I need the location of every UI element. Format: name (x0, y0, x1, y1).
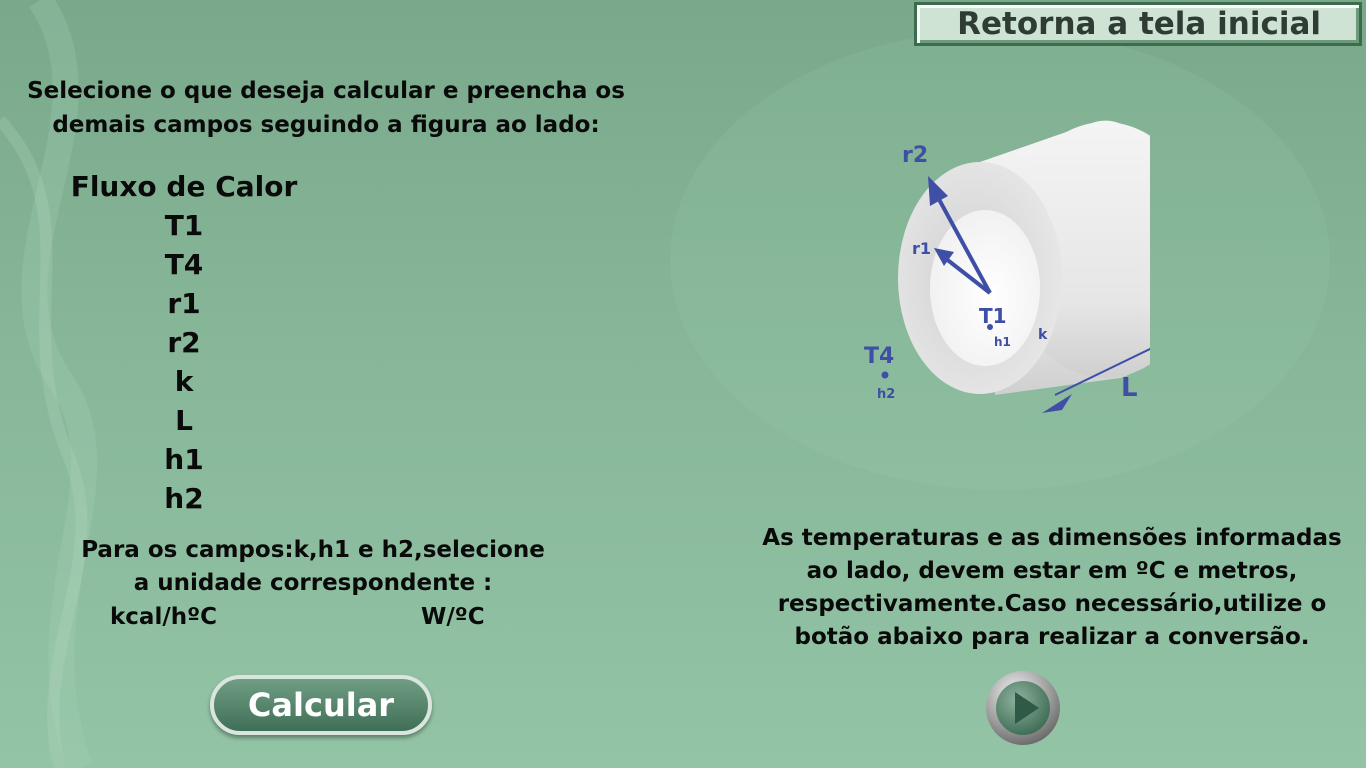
figure-label-r2: r2 (902, 143, 929, 168)
option-h1[interactable]: h1 (164, 443, 204, 476)
figure-label-t1: T1 (979, 304, 1007, 328)
option-t1[interactable]: T1 (164, 209, 204, 242)
note-line-3: respectivamente.Caso necessário,utilize o (777, 591, 1327, 617)
unit-instructions (40, 534, 586, 600)
option-r2[interactable]: r2 (167, 326, 201, 359)
note-line-4: botão abaixo para realizar a conversão. (794, 624, 1310, 650)
option-l[interactable]: L (175, 404, 193, 437)
calculate-button[interactable]: Calcular (210, 675, 432, 735)
figure-length-label (1115, 368, 1155, 404)
conversion-play-button[interactable] (985, 670, 1061, 746)
instructions-line-2: demais campos seguindo a figura ao lado: (52, 112, 600, 138)
unit-instructions-line-2: a unidade correspondente : (133, 570, 493, 596)
note-line-1: As temperaturas e as dimensões informadas (762, 525, 1342, 551)
figure-label-h1: h1 (994, 335, 1011, 349)
option-r1[interactable]: r1 (167, 287, 201, 320)
unit-option-kcal[interactable]: kcal/hºC (110, 604, 217, 630)
option-t4[interactable]: T4 (164, 248, 204, 281)
unit-instructions-line-1: Para os campos:k,h1 e h2,selecione (81, 537, 545, 563)
unit-option-watt[interactable]: W/ºC (421, 604, 485, 630)
option-fluxo-de-calor[interactable]: Fluxo de Calor (70, 170, 298, 203)
option-k[interactable]: k (174, 365, 194, 398)
option-h2[interactable]: h2 (164, 482, 204, 515)
return-home-button[interactable]: Retorna a tela inicial (914, 2, 1362, 46)
note-line-2: ao lado, devem estar em ºC e metros, (806, 558, 1298, 584)
instructions-line-1: Selecione o que deseja calcular e preencha os (27, 78, 625, 104)
figure-label-k: k (1038, 327, 1048, 343)
figure-label-t4: T4 (864, 344, 895, 369)
conversion-note (744, 522, 1360, 654)
instructions (12, 74, 640, 142)
cylinder-figure (850, 110, 1150, 430)
figure-label-h2: h2 (877, 387, 896, 402)
figure-label-r1: r1 (912, 239, 932, 258)
figure-label-l: L (1121, 373, 1138, 403)
